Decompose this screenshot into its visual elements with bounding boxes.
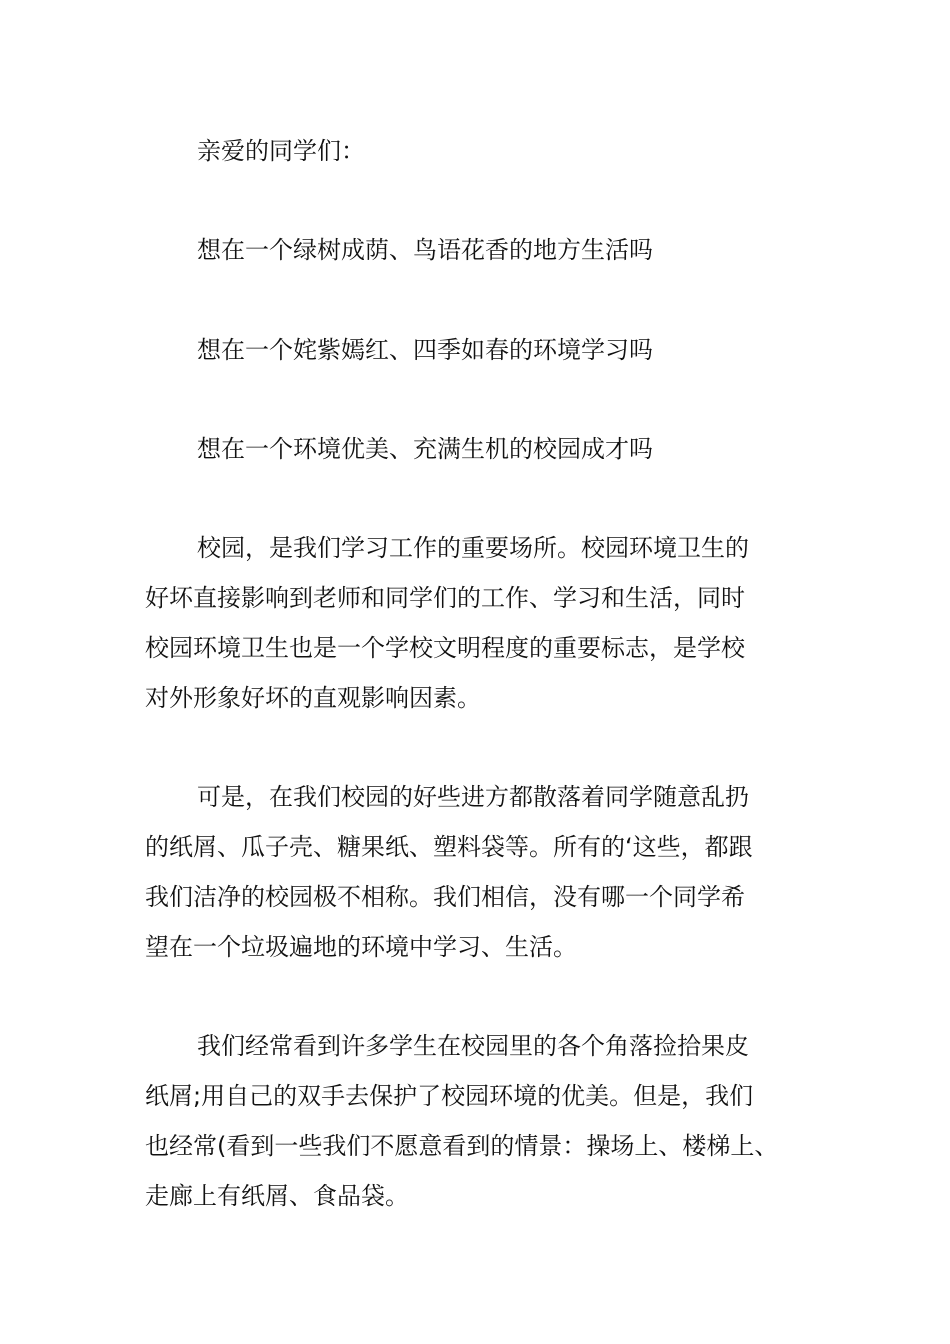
paragraph-line: 我们经常看到许多学生在校园里的各个角落捡拾果皮 [197, 1032, 749, 1060]
question-line [145, 225, 815, 275]
question-line [145, 325, 815, 375]
question-text: 想在一个姹紫嫣红、四季如春的环境学习吗 [197, 336, 653, 364]
greeting-line [145, 126, 815, 176]
body-paragraph [145, 772, 815, 972]
paragraph-line: 走廊上有纸屑、食品袋。 [145, 1182, 409, 1210]
body-paragraph [145, 1021, 815, 1221]
greeting-text: 亲爱的同学们： [197, 137, 365, 165]
paragraph-line: 纸屑;用自己的双手去保护了校园环境的优美。但是，我们 [145, 1082, 754, 1110]
paragraph-line: 望在一个垃圾遍地的环境中学习、生活。 [145, 933, 577, 961]
paragraph-line: 可是，在我们校园的好些进方都散落着同学随意乱扔 [197, 783, 749, 811]
paragraph-line: 也经常(看到一些我们不愿意看到的情景：操场上、楼梯上、 [145, 1132, 779, 1160]
paragraph-line: 校园，是我们学习工作的重要场所。校园环境卫生的 [197, 534, 749, 562]
question-text: 想在一个环境优美、充满生机的校园成才吗 [197, 435, 653, 463]
paragraph-line: 我们洁净的校园极不相称。我们相信，没有哪一个同学希 [145, 883, 745, 911]
paragraph-line: 的纸屑、瓜子壳、糖果纸、塑料袋等。所有的‘这些，都跟 [145, 833, 753, 861]
paragraph-line: 好坏直接影响到老师和同学们的工作、学习和生活，同时 [145, 584, 745, 612]
question-text: 想在一个绿树成荫、鸟语花香的地方生活吗 [197, 236, 653, 264]
paragraph-line: 对外形象好坏的直观影响因素。 [145, 684, 481, 712]
paragraph-line: 校园环境卫生也是一个学校文明程度的重要标志，是学校 [145, 634, 745, 662]
body-paragraph [145, 523, 815, 723]
question-line [145, 424, 815, 474]
